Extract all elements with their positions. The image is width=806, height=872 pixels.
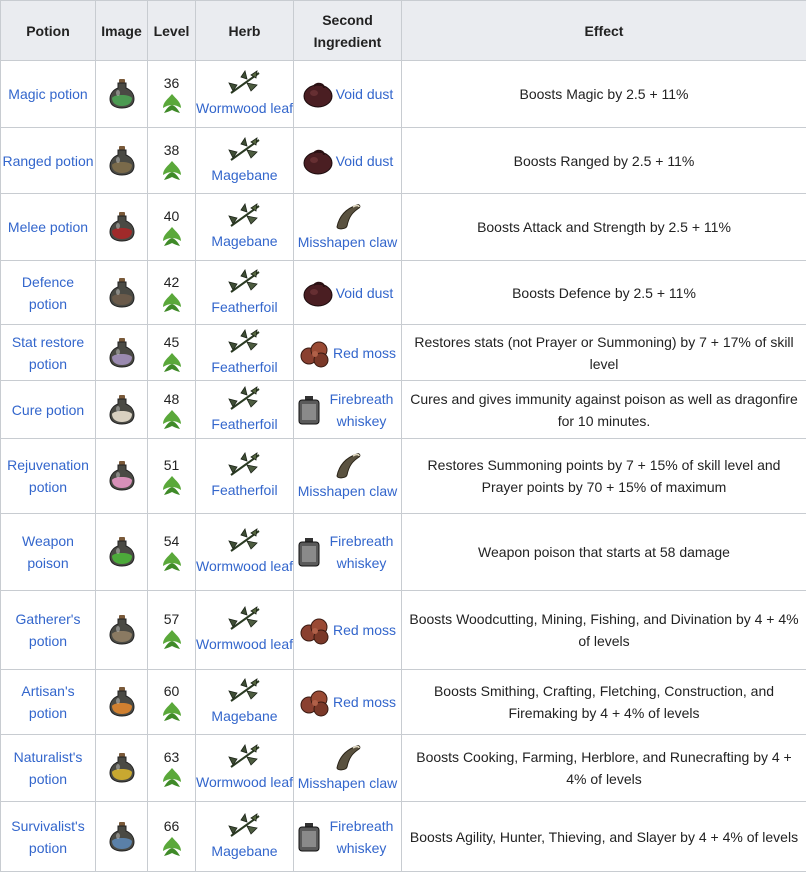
void-dust-icon[interactable] xyxy=(302,80,334,108)
potion-name-cell xyxy=(1,802,96,872)
effect-cell xyxy=(402,591,806,670)
herb-icon[interactable] xyxy=(227,605,263,633)
potion-image-cell xyxy=(96,61,148,128)
header-image: Image xyxy=(96,1,148,61)
effect-text: Weapon poison that starts at 58 damage xyxy=(478,544,730,560)
herb-link[interactable]: Magebane xyxy=(211,230,277,252)
potion-name-cell xyxy=(1,128,96,194)
effect-text: Boosts Agility, Hunter, Thieving, and Slayer by 4 + 4% of levels xyxy=(410,829,798,845)
potion-flask-icon[interactable] xyxy=(96,337,147,369)
potion-link[interactable]: Defence potion xyxy=(22,274,74,312)
potion-link[interactable]: Weapon poison xyxy=(22,533,74,571)
effect-cell xyxy=(402,261,806,325)
potion-flask-icon[interactable] xyxy=(96,536,147,568)
level-cell xyxy=(148,591,196,670)
herb-cell xyxy=(196,514,294,591)
potion-flask-icon[interactable] xyxy=(96,686,147,718)
potion-image-cell xyxy=(96,514,148,591)
potion-link[interactable]: Melee potion xyxy=(8,219,88,235)
potion-link[interactable]: Gatherer's potion xyxy=(16,611,81,649)
herb-icon[interactable] xyxy=(227,812,263,840)
herb-cell xyxy=(196,802,294,872)
herblore-skill-icon[interactable] xyxy=(161,551,183,573)
herblore-skill-icon[interactable] xyxy=(161,701,183,723)
level-cell xyxy=(148,802,196,872)
second-ingredient-cell xyxy=(294,325,402,381)
effect-text: Restores stats (not Prayer or Summoning) by 7 + 17% of skill level xyxy=(414,334,793,372)
whiskey-icon[interactable] xyxy=(296,537,322,567)
potion-flask-icon[interactable] xyxy=(96,752,147,784)
potion-image-cell xyxy=(96,735,148,802)
level-cell xyxy=(148,735,196,802)
potion-link[interactable]: Cure potion xyxy=(12,402,84,418)
potion-name-cell xyxy=(1,591,96,670)
level-value: 48 xyxy=(164,389,180,409)
effect-text: Boosts Defence by 2.5 + 11% xyxy=(512,285,696,301)
effect-text: Boosts Ranged by 2.5 + 11% xyxy=(514,153,695,169)
second-ingredient-cell xyxy=(294,194,402,261)
void-dust-icon[interactable] xyxy=(302,279,334,307)
ingredient-link[interactable]: Firebreath whiskey xyxy=(324,815,400,859)
table-row xyxy=(1,591,806,670)
level-value: 51 xyxy=(164,455,180,475)
potion-flask-icon[interactable] xyxy=(96,145,147,177)
second-ingredient-cell xyxy=(294,735,402,802)
level-cell xyxy=(148,439,196,514)
potion-image-cell xyxy=(96,670,148,735)
potion-image-cell xyxy=(96,261,148,325)
effect-cell xyxy=(402,61,806,128)
second-ingredient-cell xyxy=(294,514,402,591)
potion-name-cell xyxy=(1,261,96,325)
herblore-skill-icon[interactable] xyxy=(161,629,183,651)
table-row xyxy=(1,261,806,325)
effect-cell xyxy=(402,381,806,439)
level-value: 36 xyxy=(164,73,180,93)
second-ingredient-cell xyxy=(294,591,402,670)
whiskey-icon[interactable] xyxy=(296,822,322,852)
herb-link[interactable]: Featherfoil xyxy=(211,413,277,435)
herb-cell xyxy=(196,194,294,261)
potion-flask-icon[interactable] xyxy=(96,821,147,853)
herb-cell xyxy=(196,591,294,670)
level-value: 60 xyxy=(164,681,180,701)
level-cell xyxy=(148,194,196,261)
effect-text: Boosts Smithing, Crafting, Fletching, Construction, and Firemaking by 4 + 4% of levels xyxy=(434,683,774,721)
level-cell xyxy=(148,61,196,128)
header-level: Level xyxy=(148,1,196,61)
herblore-skill-icon[interactable] xyxy=(161,292,183,314)
void-dust-icon[interactable] xyxy=(302,147,334,175)
potion-image-cell xyxy=(96,128,148,194)
header-second-line2: Ingredient xyxy=(294,31,401,53)
level-value: 40 xyxy=(164,206,180,226)
herblore-skill-icon[interactable] xyxy=(161,160,183,182)
potion-name-cell xyxy=(1,514,96,591)
header-second-ingredient xyxy=(294,1,402,61)
herblore-skill-icon[interactable] xyxy=(161,836,183,858)
potion-link[interactable]: Ranged potion xyxy=(2,153,93,169)
effect-cell xyxy=(402,802,806,872)
table-row xyxy=(1,514,806,591)
potion-link[interactable]: Magic potion xyxy=(8,86,87,102)
herb-cell xyxy=(196,670,294,735)
header-herb: Herb xyxy=(196,1,294,61)
herb-link[interactable]: Wormwood leaf xyxy=(196,97,293,119)
herb-cell xyxy=(196,261,294,325)
herb-icon[interactable] xyxy=(227,677,263,705)
ingredient-link[interactable]: Misshapen claw xyxy=(298,772,398,794)
ingredient-link[interactable]: Red moss xyxy=(333,342,396,364)
level-value: 42 xyxy=(164,272,180,292)
second-ingredient-cell xyxy=(294,128,402,194)
effect-cell xyxy=(402,514,806,591)
second-ingredient-cell xyxy=(294,261,402,325)
level-value: 57 xyxy=(164,609,180,629)
herb-cell xyxy=(196,128,294,194)
herb-link[interactable]: Featherfoil xyxy=(211,479,277,501)
herblore-skill-icon[interactable] xyxy=(161,475,183,497)
red-moss-icon[interactable] xyxy=(299,615,331,645)
effect-cell xyxy=(402,128,806,194)
level-cell xyxy=(148,261,196,325)
table-row xyxy=(1,61,806,128)
effect-text: Boosts Cooking, Farming, Herblore, and Runecrafting by 4 + 4% of levels xyxy=(416,749,791,787)
effect-text: Boosts Woodcutting, Mining, Fishing, and Divination by 4 + 4% of levels xyxy=(409,611,798,649)
level-value: 63 xyxy=(164,747,180,767)
herb-icon[interactable] xyxy=(227,136,263,164)
ingredient-link[interactable]: Misshapen claw xyxy=(298,480,398,502)
potion-flask-icon[interactable] xyxy=(96,78,147,110)
second-ingredient-cell xyxy=(294,670,402,735)
header-row xyxy=(1,1,806,61)
potion-name-cell xyxy=(1,439,96,514)
herblore-skill-icon[interactable] xyxy=(161,352,183,374)
effect-text: Boosts Magic by 2.5 + 11% xyxy=(520,86,689,102)
second-ingredient-cell xyxy=(294,802,402,872)
table-row xyxy=(1,802,806,872)
level-cell xyxy=(148,381,196,439)
herb-link[interactable]: Magebane xyxy=(211,164,277,186)
effect-cell xyxy=(402,325,806,381)
table-row xyxy=(1,128,806,194)
potion-link[interactable]: Stat restore potion xyxy=(12,334,84,372)
level-cell xyxy=(148,128,196,194)
effect-text: Cures and gives immunity against poison as well as dragonfire for 10 minutes. xyxy=(410,391,798,429)
ingredient-link[interactable]: Red moss xyxy=(333,691,396,713)
table-row xyxy=(1,194,806,261)
potion-image-cell xyxy=(96,194,148,261)
herb-icon[interactable] xyxy=(227,451,263,479)
herb-link[interactable]: Wormwood leaf xyxy=(196,555,293,577)
level-cell xyxy=(148,670,196,735)
effect-cell xyxy=(402,670,806,735)
ingredient-link[interactable]: Firebreath whiskey xyxy=(324,388,400,432)
herb-icon[interactable] xyxy=(227,202,263,230)
potion-name-cell xyxy=(1,670,96,735)
herb-link[interactable]: Featherfoil xyxy=(211,356,277,378)
herblore-skill-icon[interactable] xyxy=(161,93,183,115)
potion-link[interactable]: Artisan's potion xyxy=(21,683,74,721)
effect-text: Boosts Attack and Strength by 2.5 + 11% xyxy=(477,219,731,235)
herb-link[interactable]: Wormwood leaf xyxy=(196,633,293,655)
table-row xyxy=(1,670,806,735)
herb-link[interactable]: Magebane xyxy=(211,705,277,727)
header-second-line1: Second xyxy=(294,9,401,31)
potion-link[interactable]: Rejuvenation potion xyxy=(7,457,89,495)
potion-name-cell xyxy=(1,61,96,128)
herb-icon[interactable] xyxy=(227,328,263,356)
herb-cell xyxy=(196,735,294,802)
herblore-skill-icon[interactable] xyxy=(161,409,183,431)
herb-link[interactable]: Wormwood leaf xyxy=(196,771,293,793)
claw-icon[interactable] xyxy=(333,742,363,772)
herb-icon[interactable] xyxy=(227,69,263,97)
potion-image-cell xyxy=(96,439,148,514)
herb-icon[interactable] xyxy=(227,385,263,413)
claw-icon[interactable] xyxy=(333,201,363,231)
level-cell xyxy=(148,514,196,591)
potion-flask-icon[interactable] xyxy=(96,211,147,243)
header-potion: Potion xyxy=(1,1,96,61)
table-row xyxy=(1,735,806,802)
herb-icon[interactable] xyxy=(227,527,263,555)
ingredient-link[interactable]: Void dust xyxy=(336,282,394,304)
header-effect: Effect xyxy=(402,1,806,61)
level-value: 45 xyxy=(164,332,180,352)
herb-cell xyxy=(196,61,294,128)
effect-cell xyxy=(402,194,806,261)
potion-name-cell xyxy=(1,381,96,439)
level-value: 38 xyxy=(164,140,180,160)
herblore-skill-icon[interactable] xyxy=(161,767,183,789)
potion-image-cell xyxy=(96,591,148,670)
ingredient-link[interactable]: Void dust xyxy=(336,150,394,172)
level-value: 66 xyxy=(164,816,180,836)
herb-cell xyxy=(196,381,294,439)
potion-flask-icon[interactable] xyxy=(96,394,147,426)
potion-image-cell xyxy=(96,325,148,381)
table-row xyxy=(1,325,806,381)
potion-name-cell xyxy=(1,325,96,381)
whiskey-icon[interactable] xyxy=(296,395,322,425)
potion-name-cell xyxy=(1,194,96,261)
herb-link[interactable]: Featherfoil xyxy=(211,296,277,318)
potion-flask-icon[interactable] xyxy=(96,277,147,309)
herb-cell xyxy=(196,439,294,514)
potion-image-cell xyxy=(96,802,148,872)
potion-link[interactable]: Survivalist's potion xyxy=(11,818,84,856)
herb-icon[interactable] xyxy=(227,743,263,771)
level-value: 54 xyxy=(164,531,180,551)
second-ingredient-cell xyxy=(294,439,402,514)
potion-image-cell xyxy=(96,381,148,439)
red-moss-icon[interactable] xyxy=(299,338,331,368)
herb-cell xyxy=(196,325,294,381)
table-row xyxy=(1,439,806,514)
second-ingredient-cell xyxy=(294,61,402,128)
level-cell xyxy=(148,325,196,381)
potion-link[interactable]: Naturalist's potion xyxy=(14,749,83,787)
ingredient-link[interactable]: Misshapen claw xyxy=(298,231,398,253)
potion-name-cell xyxy=(1,735,96,802)
potion-flask-icon[interactable] xyxy=(96,460,147,492)
second-ingredient-cell xyxy=(294,381,402,439)
red-moss-icon[interactable] xyxy=(299,687,331,717)
ingredient-link[interactable]: Void dust xyxy=(336,83,394,105)
claw-icon[interactable] xyxy=(333,450,363,480)
effect-text: Restores Summoning points by 7 + 15% of skill level and Prayer points by 70 + 15% of maximum xyxy=(428,457,781,495)
ingredient-link[interactable]: Firebreath whiskey xyxy=(324,530,400,574)
herb-icon[interactable] xyxy=(227,268,263,296)
ingredient-link[interactable]: Red moss xyxy=(333,619,396,641)
effect-cell xyxy=(402,439,806,514)
table-row xyxy=(1,381,806,439)
potion-flask-icon[interactable] xyxy=(96,614,147,646)
herb-link[interactable]: Magebane xyxy=(211,840,277,862)
herblore-skill-icon[interactable] xyxy=(161,226,183,248)
effect-cell xyxy=(402,735,806,802)
